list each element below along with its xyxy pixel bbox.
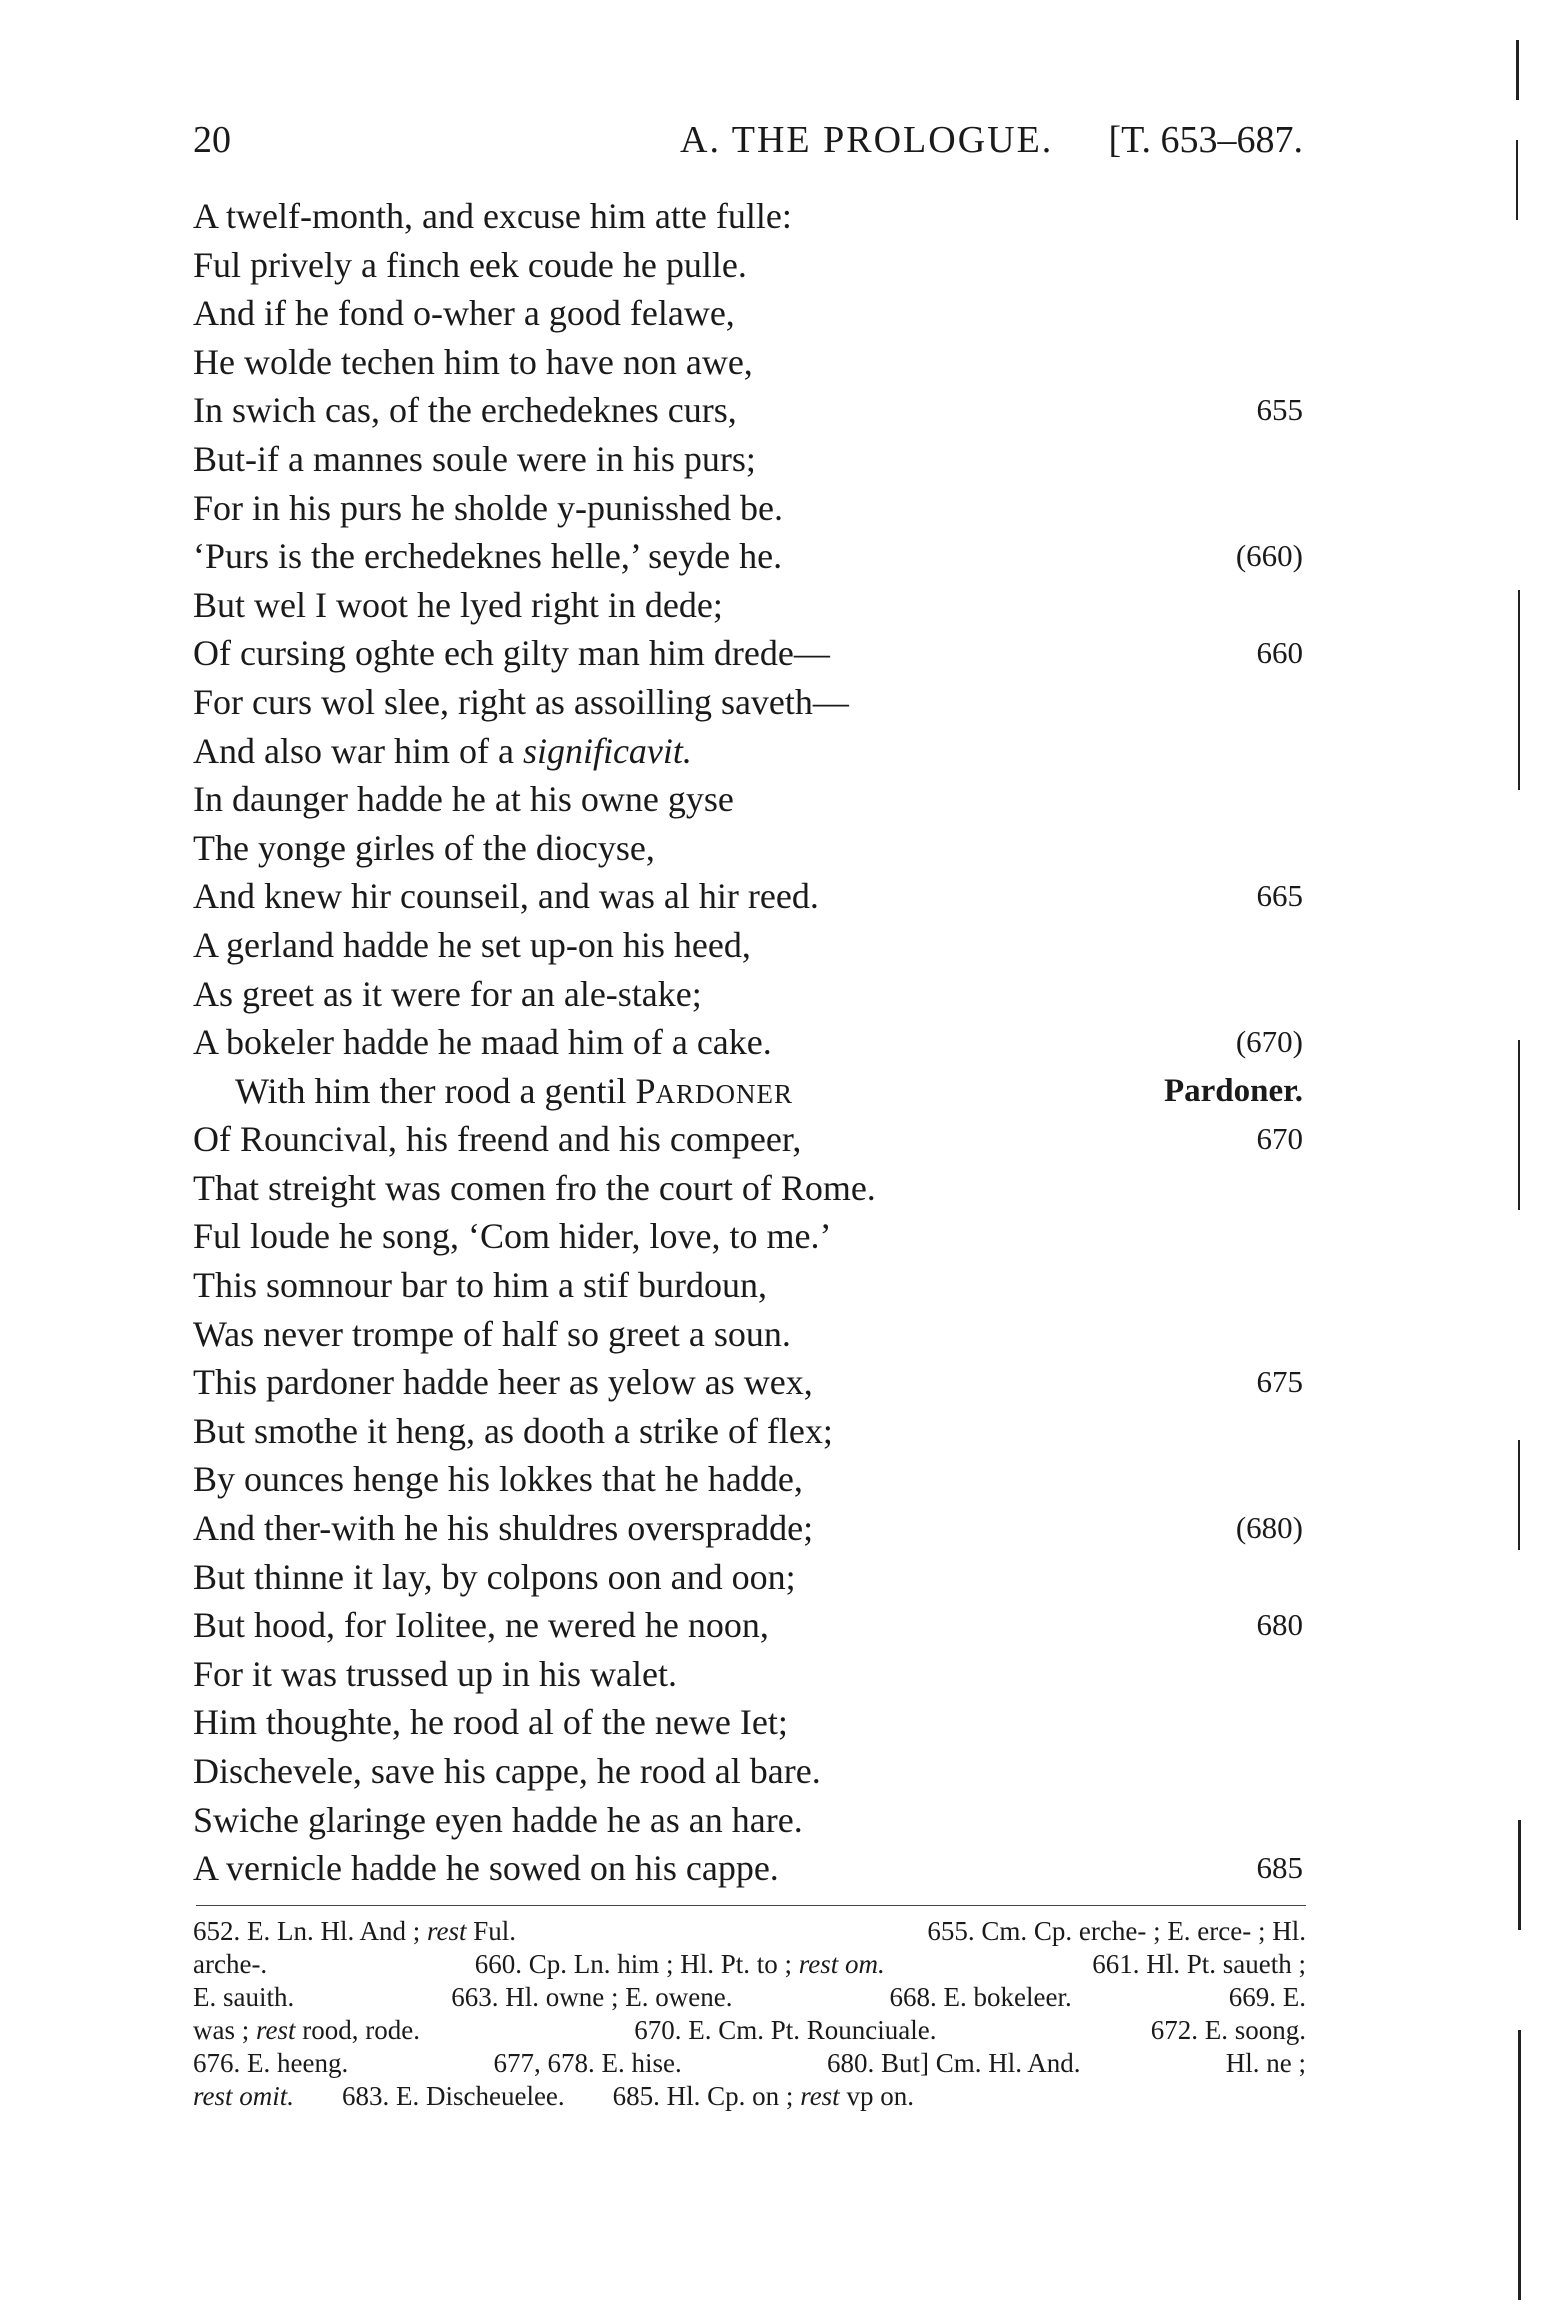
verse-text: But hood, for Iolitee, ne wered he noon,	[193, 1605, 769, 1646]
note-685: 685. Hl. Cp. on ; rest vp on.	[612, 2081, 914, 2111]
verse-line	[193, 1261, 1303, 1310]
verse-line	[193, 1164, 1303, 1213]
textual-notes	[193, 1915, 1306, 2113]
note-line	[193, 1981, 1306, 2014]
note-661: 661. Hl. Pt. saueth ;	[1092, 1949, 1306, 1979]
scan-margin-mark	[1518, 1440, 1520, 1550]
verse-line	[193, 1601, 1303, 1650]
note-669-cont: was ; rest rood, rode.	[193, 2015, 420, 2045]
note-655-cont: arche-.	[193, 1949, 268, 1979]
verse-text: But thinne it lay, by colpons oon and oon;	[193, 1556, 796, 1597]
verse-text: Him thoughte, he rood al of the newe Iet;	[193, 1702, 788, 1743]
line-number: (680)	[1235, 1510, 1303, 1546]
scan-margin-mark	[1518, 1820, 1521, 1930]
scan-margin-mark	[1518, 1040, 1520, 1210]
note-680-rest: rest omit.	[193, 2081, 294, 2111]
verse-text: And if he fond o-wher a good felawe,	[193, 293, 735, 334]
scan-margin-mark	[1518, 590, 1520, 790]
verse-text: Of cursing oghte ech gilty man him drede—	[193, 633, 830, 674]
note-661-cont: E. sauith.	[193, 1982, 295, 2012]
line-number: 665	[1256, 878, 1303, 914]
verse-line	[193, 824, 1303, 873]
verse-line	[193, 1553, 1303, 1602]
verse-text: A twelf-month, and excuse him atte fulle:	[193, 196, 792, 236]
verse-line	[193, 872, 1303, 921]
note-669: 669. E.	[1228, 1982, 1306, 2012]
line-number: 675	[1256, 1364, 1303, 1400]
verse-line	[193, 484, 1303, 533]
verse-line	[193, 241, 1303, 290]
footnote-rule	[196, 1905, 1306, 1906]
verse-text: Was never trompe of half so greet a soun.	[193, 1313, 791, 1354]
verse-text: But wel I woot he lyed right in dede;	[193, 584, 723, 625]
verse-text: For in his purs he sholde y-punisshed be.	[193, 487, 783, 528]
line-range: [T. 653–687.	[1108, 119, 1303, 161]
note-680-b: Hl. ne ;	[1225, 2048, 1306, 2078]
scan-margin-mark	[1518, 2030, 1521, 2300]
verse-line	[193, 727, 1303, 776]
note-line	[193, 2080, 1306, 2113]
verse-text: But-if a mannes soule were in his purs;	[193, 438, 756, 479]
verse-text: For it was trussed up in his walet.	[193, 1653, 677, 1694]
note-652: 652. E. Ln. Hl. And ; rest Ful.	[193, 1916, 517, 1946]
verse-text: Dischevele, save his cappe, he rood al bare.	[193, 1751, 821, 1791]
verse-line	[193, 1650, 1303, 1699]
verse-text: By ounces henge his lokkes that he hadde,	[193, 1459, 803, 1500]
line-number: (670)	[1235, 1024, 1303, 1060]
verse-line	[193, 1018, 1303, 1067]
verse-line	[193, 970, 1303, 1019]
page-title: A. THE PROLOGUE.	[680, 119, 1054, 161]
verse-line	[193, 1844, 1303, 1893]
line-number: 685	[1256, 1850, 1303, 1886]
line-number: 655	[1256, 392, 1303, 428]
verse-text: And also war him of a significavit.	[193, 730, 692, 771]
verse-body	[193, 192, 1303, 1893]
note-663: 663. Hl. owne ; E. owene.	[451, 1982, 733, 2012]
verse-text: In daunger hadde he at his owne gyse	[193, 779, 734, 820]
verse-line	[193, 1310, 1303, 1359]
verse-text: With him ther rood a gentil PARDONER	[235, 1070, 794, 1111]
scan-margin-mark	[1516, 40, 1519, 100]
verse-text: This pardoner hadde heer as yelow as wex,	[193, 1362, 813, 1403]
verse-line	[193, 1358, 1303, 1407]
verse-text: ‘Purs is the erchedeknes helle,’ seyde he.	[193, 536, 783, 577]
verse-line	[193, 1212, 1303, 1261]
note-670: 670. E. Cm. Pt. Rounciuale.	[634, 2015, 937, 2045]
verse-text: For curs wol slee, right as assoilling saveth—	[193, 681, 849, 722]
verse-text: This somnour bar to him a stif burdoun,	[193, 1265, 767, 1306]
verse-line	[193, 289, 1303, 338]
scan-margin-mark	[1516, 140, 1518, 220]
verse-text: A bokeler hadde he maad him of a cake.	[193, 1022, 772, 1063]
verse-line	[193, 1455, 1303, 1504]
line-number: (660)	[1235, 538, 1303, 574]
verse-text: Ful prively a finch eek coude he pulle.	[193, 244, 747, 285]
side-note: Pardoner.	[1163, 1072, 1303, 1109]
verse-line	[193, 1747, 1303, 1796]
note-677: 677, 678. E. hise.	[493, 2048, 682, 2078]
verse-text: Of Rouncival, his freend and his compeer,	[193, 1119, 802, 1160]
note-676: 676. E. heeng.	[193, 2048, 349, 2078]
verse-line	[193, 1067, 1303, 1116]
note-680: 680. But] Cm. Hl. And.	[826, 2048, 1081, 2078]
note-672: 672. E. soong.	[1150, 2015, 1306, 2045]
note-655: 655. Cm. Cp. erche- ; E. erce- ; Hl.	[927, 1916, 1306, 1946]
line-number: 660	[1256, 635, 1303, 671]
verse-line	[193, 678, 1303, 727]
verse-text: And ther-with he his shuldres overspradde;	[193, 1508, 814, 1549]
verse-line	[193, 629, 1303, 678]
verse-line	[193, 435, 1303, 484]
page-number: 20	[193, 119, 231, 161]
note-line	[193, 1948, 1306, 1981]
verse-line	[193, 532, 1303, 581]
verse-text: He wolde techen him to have non awe,	[193, 341, 753, 382]
note-660: 660. Cp. Ln. him ; Hl. Pt. to ; rest om.	[474, 1949, 885, 1979]
verse-line	[193, 192, 1303, 241]
verse-line	[193, 1796, 1303, 1845]
note-683: 683. E. Discheuelee.	[342, 2081, 565, 2111]
verse-text: That streight was comen fro the court of Rome.	[193, 1167, 876, 1208]
verse-text: As greet as it were for an ale-stake;	[193, 973, 702, 1014]
verse-text: The yonge girles of the diocyse,	[193, 827, 655, 868]
verse-text: Swiche glaringe eyen hadde he as an hare.	[193, 1799, 803, 1840]
note-line	[193, 2014, 1306, 2047]
line-number: 670	[1256, 1121, 1303, 1157]
verse-line	[193, 1698, 1303, 1747]
verse-text: But smothe it heng, as dooth a strike of flex;	[193, 1410, 833, 1451]
note-line	[193, 2047, 1306, 2080]
verse-line	[193, 386, 1303, 435]
line-number: 680	[1256, 1607, 1303, 1643]
verse-text: Ful loude he song, ‘Com hider, love, to me.’	[193, 1216, 832, 1257]
verse-line	[193, 921, 1303, 970]
note-line	[193, 1915, 1306, 1948]
page-header	[193, 118, 1303, 168]
verse-line	[193, 1407, 1303, 1456]
verse-text: A vernicle hadde he sowed on his cappe.	[193, 1848, 779, 1889]
verse-line	[193, 1115, 1303, 1164]
verse-line	[193, 581, 1303, 630]
note-668: 668. E. bokeleer.	[889, 1982, 1072, 2012]
verse-text: And knew hir counseil, and was al hir reed.	[193, 876, 819, 917]
verse-line	[193, 338, 1303, 387]
verse-text: In swich cas, of the erchedeknes curs,	[193, 390, 737, 431]
verse-line	[193, 1504, 1303, 1553]
verse-line	[193, 775, 1303, 824]
verse-text: A gerland hadde he set up-on his heed,	[193, 924, 751, 965]
